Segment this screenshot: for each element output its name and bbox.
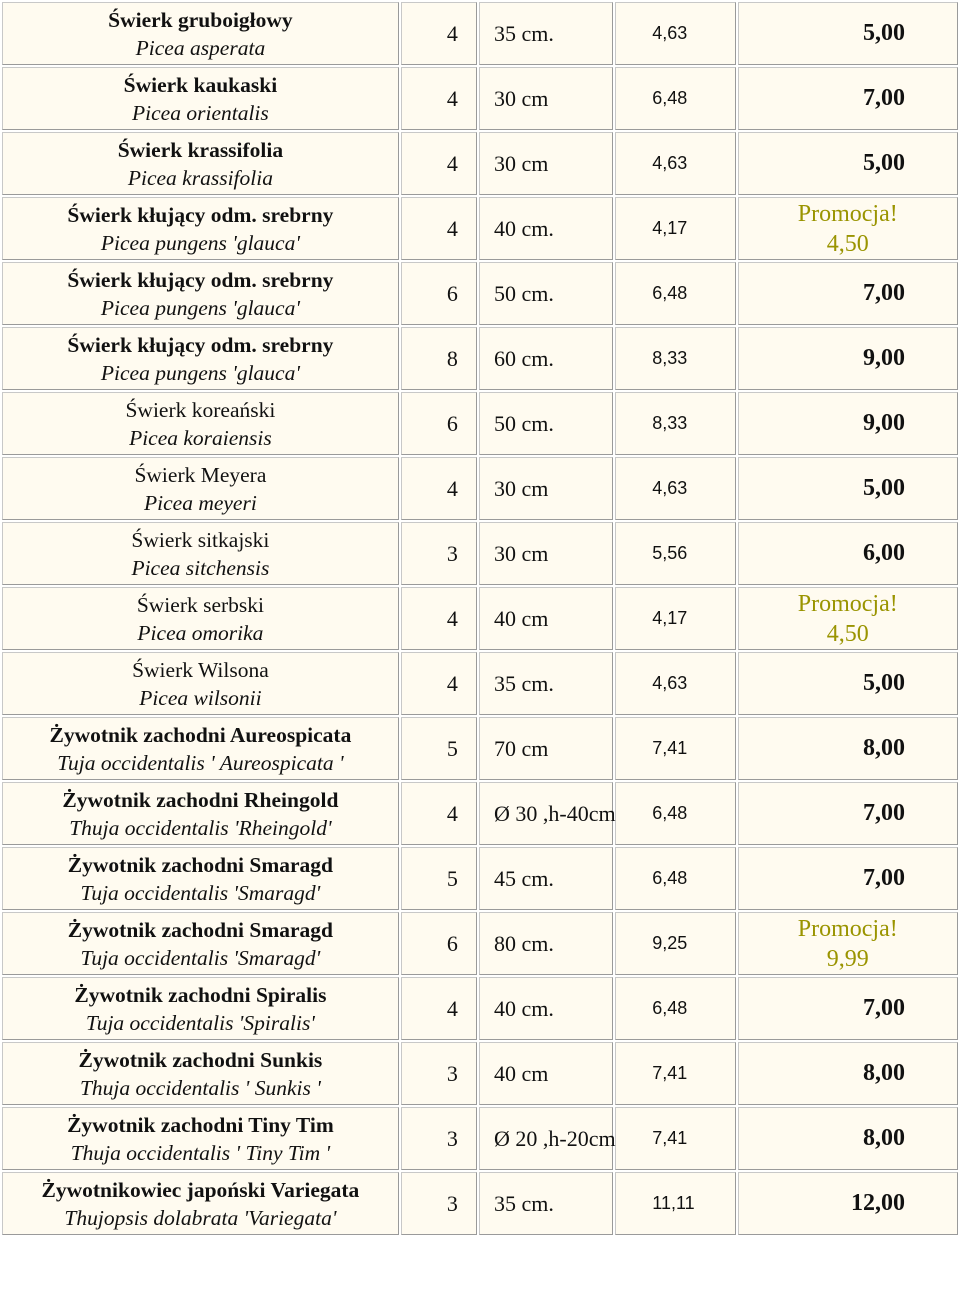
plant-name-cell [2, 912, 399, 975]
latin-name: Picea koraiensis [129, 425, 272, 450]
quantity-cell: 4 [401, 197, 477, 260]
quantity-cell: 6 [401, 392, 477, 455]
gross-price-cell: 12,00 [738, 1172, 958, 1235]
latin-name: Picea pungens 'glauca' [100, 295, 300, 320]
quantity-cell: 4 [401, 132, 477, 195]
plant-name-cell [2, 262, 399, 325]
net-price-cell: 6,48 [615, 67, 735, 130]
promo-price: 9,99 [826, 945, 869, 972]
plant-name-cell [2, 1107, 399, 1170]
size-cell: 35 cm. [479, 1172, 613, 1235]
polish-name: Żywotnikowiec japoński Variegata [41, 1177, 360, 1202]
size-cell: 40 cm [479, 587, 613, 650]
plant-name-cell [2, 717, 399, 780]
quantity-cell: 4 [401, 782, 477, 845]
size-cell: 30 cm [479, 457, 613, 520]
table-row [2, 262, 958, 325]
net-price-cell: 4,17 [615, 587, 735, 650]
net-price-cell: 4,63 [615, 2, 735, 65]
gross-price-cell: 7,00 [738, 67, 958, 130]
promo-label: Promocja! [797, 915, 898, 942]
net-price-cell: 4,63 [615, 652, 735, 715]
net-price-cell: 6,48 [615, 847, 735, 910]
gross-price-cell: 9,00 [738, 392, 958, 455]
polish-name: Świerk Wilsona [132, 657, 269, 682]
quantity-cell: 3 [401, 1107, 477, 1170]
gross-price-cell: 7,00 [738, 847, 958, 910]
latin-name: Picea orientalis [132, 100, 269, 125]
latin-name: Thuja occidentalis ' Tiny Tim ' [70, 1140, 331, 1165]
table-row [2, 67, 958, 130]
size-cell: 70 cm [479, 717, 613, 780]
net-price-cell: 7,41 [615, 1107, 735, 1170]
gross-price-cell: 8,00 [738, 1042, 958, 1105]
net-price-cell: 4,17 [615, 197, 735, 260]
promo-label: Promocja! [797, 200, 898, 227]
latin-name: Tuja occidentalis 'Smaragd' [80, 945, 321, 970]
quantity-cell: 8 [401, 327, 477, 390]
quantity-cell: 4 [401, 2, 477, 65]
promo-price-cell [738, 197, 958, 260]
polish-name: Żywotnik zachodni Spiralis [74, 982, 327, 1007]
quantity-cell: 5 [401, 717, 477, 780]
net-price-cell: 6,48 [615, 977, 735, 1040]
polish-name: Świerk kłujący odm. srebrny [67, 202, 334, 227]
promo-price-cell [738, 587, 958, 650]
promo-label: Promocja! [797, 590, 898, 617]
table-row [2, 1107, 958, 1170]
polish-name: Świerk kłujący odm. srebrny [67, 267, 334, 292]
size-cell: 80 cm. [479, 912, 613, 975]
latin-name: Tuja occidentalis ' Aureospicata ' [57, 750, 344, 775]
plant-name-cell [2, 782, 399, 845]
net-price-cell: 4,63 [615, 457, 735, 520]
plant-name-cell [2, 522, 399, 585]
gross-price-cell: 6,00 [738, 522, 958, 585]
plant-name-cell [2, 1042, 399, 1105]
quantity-cell: 3 [401, 1042, 477, 1105]
plant-name-cell [2, 67, 399, 130]
polish-name: Świerk kłujący odm. srebrny [67, 332, 334, 357]
gross-price-cell: 7,00 [738, 782, 958, 845]
polish-name: Żywotnik zachodni Rheingold [62, 787, 339, 812]
polish-name: Żywotnik zachodni Aureospicata [49, 722, 352, 747]
plant-name-cell [2, 2, 399, 65]
plant-name-cell [2, 847, 399, 910]
quantity-cell: 4 [401, 457, 477, 520]
table-row [2, 392, 958, 455]
net-price-cell: 8,33 [615, 327, 735, 390]
latin-name: Thuja occidentalis 'Rheingold' [69, 815, 332, 840]
table-row [2, 1042, 958, 1105]
plant-name-cell [2, 457, 399, 520]
size-cell: 35 cm. [479, 2, 613, 65]
size-cell: 50 cm. [479, 392, 613, 455]
gross-price-cell: 8,00 [738, 717, 958, 780]
promo-price-cell [738, 912, 958, 975]
latin-name: Thujopsis dolabrata 'Variegata' [64, 1205, 337, 1230]
quantity-cell: 3 [401, 1172, 477, 1235]
gross-price-cell: 9,00 [738, 327, 958, 390]
gross-price-cell: 5,00 [738, 2, 958, 65]
polish-name: Żywotnik zachodni Tiny Tim [67, 1112, 334, 1137]
table-row [2, 782, 958, 845]
table-row [2, 457, 958, 520]
net-price-cell: 11,11 [615, 1172, 735, 1235]
polish-name: Świerk krassifolia [117, 137, 284, 162]
gross-price-cell: 8,00 [738, 1107, 958, 1170]
polish-name: Żywotnik zachodni Sunkis [78, 1047, 323, 1072]
net-price-cell: 4,63 [615, 132, 735, 195]
size-cell: 50 cm. [479, 262, 613, 325]
table-row [2, 522, 958, 585]
quantity-cell: 4 [401, 977, 477, 1040]
size-cell: 35 cm. [479, 652, 613, 715]
polish-name: Żywotnik zachodni Smaragd [67, 917, 334, 942]
polish-name: Świerk kaukaski [123, 72, 278, 97]
table-row [2, 197, 958, 260]
table-row [2, 717, 958, 780]
net-price-cell: 9,25 [615, 912, 735, 975]
promo-price: 4,50 [826, 620, 869, 647]
latin-name: Picea pungens 'glauca' [100, 230, 300, 255]
table-row [2, 1172, 958, 1235]
gross-price-cell: 5,00 [738, 457, 958, 520]
plant-name-cell [2, 197, 399, 260]
polish-name: Świerk sitkajski [131, 527, 270, 552]
size-cell: 30 cm [479, 67, 613, 130]
quantity-cell: 5 [401, 847, 477, 910]
quantity-cell: 3 [401, 522, 477, 585]
plant-name-cell [2, 1172, 399, 1235]
latin-name: Picea wilsonii [139, 685, 262, 710]
latin-name: Picea krassifolia [127, 165, 273, 190]
table-row [2, 132, 958, 195]
quantity-cell: 4 [401, 587, 477, 650]
plant-name-cell [2, 132, 399, 195]
polish-name: Świerk serbski [136, 592, 265, 617]
net-price-cell: 6,48 [615, 782, 735, 845]
net-price-cell: 8,33 [615, 392, 735, 455]
net-price-cell: 6,48 [615, 262, 735, 325]
quantity-cell: 6 [401, 912, 477, 975]
table-row [2, 2, 958, 65]
net-price-cell: 5,56 [615, 522, 735, 585]
gross-price-cell: 5,00 [738, 652, 958, 715]
table-row [2, 587, 958, 650]
latin-name: Picea meyeri [144, 490, 257, 515]
net-price-cell: 7,41 [615, 1042, 735, 1105]
quantity-cell: 6 [401, 262, 477, 325]
size-cell: 45 cm. [479, 847, 613, 910]
size-cell: Ø 20 ,h-20cm [479, 1107, 613, 1170]
size-cell: Ø 30 ,h-40cm [479, 782, 613, 845]
plant-name-cell [2, 327, 399, 390]
gross-price-cell: 7,00 [738, 262, 958, 325]
promo-price: 4,50 [826, 230, 869, 257]
quantity-cell: 4 [401, 652, 477, 715]
latin-name: Picea omorika [137, 620, 264, 645]
polish-name: Świerk gruboigłowy [108, 7, 293, 32]
size-cell: 40 cm. [479, 977, 613, 1040]
net-price-cell: 7,41 [615, 717, 735, 780]
latin-name: Picea asperata [135, 35, 266, 60]
table-row [2, 847, 958, 910]
latin-name: Tuja occidentalis 'Smaragd' [80, 880, 321, 905]
plant-name-cell [2, 587, 399, 650]
size-cell: 40 cm. [479, 197, 613, 260]
table-row [2, 652, 958, 715]
table-row [2, 327, 958, 390]
size-cell: 40 cm [479, 1042, 613, 1105]
price-list-body [2, 2, 958, 1235]
size-cell: 60 cm. [479, 327, 613, 390]
latin-name: Tuja occidentalis 'Spiralis' [85, 1010, 315, 1035]
size-cell: 30 cm [479, 522, 613, 585]
quantity-cell: 4 [401, 67, 477, 130]
plant-name-cell [2, 392, 399, 455]
polish-name: Żywotnik zachodni Smaragd [67, 852, 334, 877]
polish-name: Świerk Meyera [134, 462, 267, 487]
polish-name: Świerk koreański [125, 397, 276, 422]
plant-name-cell [2, 977, 399, 1040]
latin-name: Thuja occidentalis ' Sunkis ' [79, 1075, 321, 1100]
gross-price-cell: 7,00 [738, 977, 958, 1040]
gross-price-cell: 5,00 [738, 132, 958, 195]
latin-name: Picea pungens 'glauca' [100, 360, 300, 385]
latin-name: Picea sitchensis [131, 555, 270, 580]
plant-name-cell [2, 652, 399, 715]
size-cell: 30 cm [479, 132, 613, 195]
table-row [2, 977, 958, 1040]
table-row [2, 912, 958, 975]
